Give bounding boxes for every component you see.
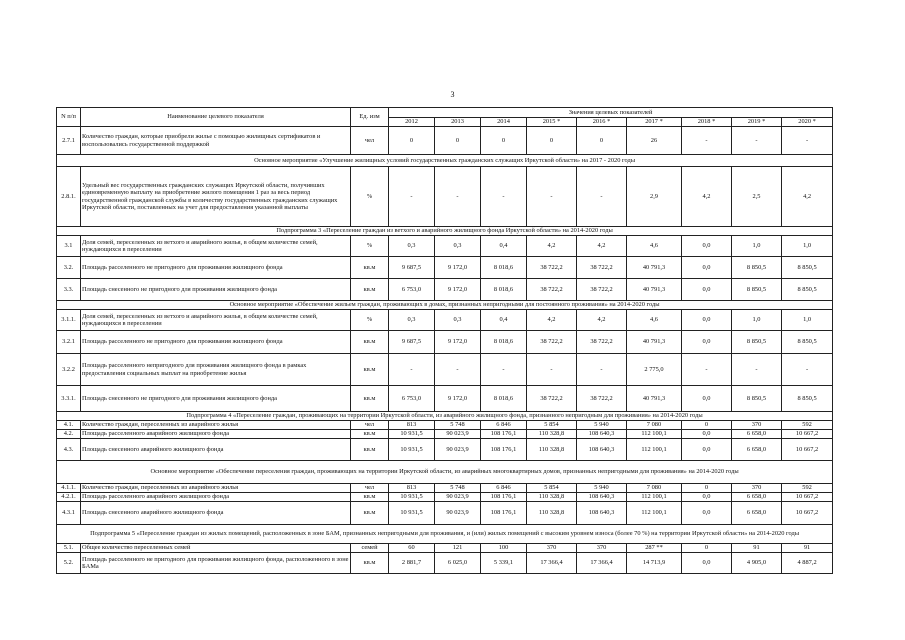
indicator-value: 0 — [577, 127, 627, 155]
indicator-value: 108 640,3 — [577, 430, 627, 439]
indicator-value: 370 — [527, 544, 577, 553]
unit: кв.м — [351, 354, 389, 386]
row-number: 3.1.1. — [57, 310, 81, 331]
row-number: 4.1. — [57, 421, 81, 430]
indicator-value: 0,4 — [481, 236, 527, 257]
indicator-name: Площадь снесенного не пригодного для проживания жилищного фонда — [81, 386, 351, 412]
indicator-value: 9 687,5 — [389, 331, 435, 354]
header-year: 2012 — [389, 118, 435, 127]
section-heading-row — [57, 461, 833, 484]
indicator-value: 8 018,6 — [481, 386, 527, 412]
indicator-value: 0 — [682, 544, 732, 553]
indicator-value: 121 — [435, 544, 481, 553]
indicator-name: Общее количество переселенных семей — [81, 544, 351, 553]
unit: кв.м — [351, 279, 389, 301]
indicator-value: 2,9 — [627, 167, 682, 227]
table-row — [57, 310, 833, 331]
indicator-name: Площадь расселенного не пригодного для проживания жилищного фонда — [81, 257, 351, 279]
indicator-value: 370 — [577, 544, 627, 553]
indicator-value: 287 ** — [627, 544, 682, 553]
indicator-value: - — [682, 354, 732, 386]
table-row — [57, 430, 833, 439]
indicator-value: 4,6 — [627, 236, 682, 257]
header-year: 2016 * — [577, 118, 627, 127]
indicator-value: 108 640,3 — [577, 439, 627, 461]
indicator-value: 7 080 — [627, 421, 682, 430]
indicator-value: 112 100,1 — [627, 493, 682, 502]
indicator-value: 8 850,5 — [782, 257, 833, 279]
indicator-name: Площадь расселенного непригодного для проживания жилищного фонда в рамках предоставления социальных выплат на приобретение жилья — [81, 354, 351, 386]
table-row — [57, 167, 833, 227]
indicator-value: 110 328,8 — [527, 439, 577, 461]
table-row — [57, 439, 833, 461]
indicator-value: 0,0 — [682, 439, 732, 461]
row-number: 3.3.1. — [57, 386, 81, 412]
indicator-value: 17 366,4 — [577, 553, 627, 574]
unit: % — [351, 236, 389, 257]
header-values-group: Значения целевых показателей — [389, 108, 833, 118]
section-heading: Подпрограмма 3 «Переселение граждан из ветхого и аварийного жилищного фонда Иркутской области» на 2014-2020 годы — [57, 227, 833, 236]
indicator-value: 6 658,0 — [732, 430, 782, 439]
section-heading: Основное мероприятие «Улучшение жилищных условий государственных гражданских служащих Иркутской области» на 2017 - 2020 годы — [57, 155, 833, 167]
indicator-value: 90 023,9 — [435, 493, 481, 502]
indicator-value: - — [732, 127, 782, 155]
row-number: 4.1.1. — [57, 484, 81, 493]
section-heading-row — [57, 155, 833, 167]
indicator-value: 38 722,2 — [577, 257, 627, 279]
indicator-value: - — [481, 167, 527, 227]
indicator-value: 40 791,3 — [627, 279, 682, 301]
indicator-value: 38 722,2 — [527, 279, 577, 301]
indicator-value: 813 — [389, 421, 435, 430]
row-number: 3.2.1 — [57, 331, 81, 354]
unit: чел — [351, 421, 389, 430]
indicator-value: 26 — [627, 127, 682, 155]
indicator-value: 0,3 — [435, 310, 481, 331]
table-body — [57, 127, 833, 574]
unit: кв.м — [351, 331, 389, 354]
indicator-value: 6 846 — [481, 421, 527, 430]
indicator-value: 10 931,5 — [389, 493, 435, 502]
row-number: 3.3. — [57, 279, 81, 301]
row-number: 4.3.1 — [57, 502, 81, 525]
unit: чел — [351, 484, 389, 493]
indicator-value: 108 640,3 — [577, 502, 627, 525]
indicator-value: 90 023,9 — [435, 502, 481, 525]
indicator-value: 0,0 — [682, 310, 732, 331]
indicator-value: 110 328,8 — [527, 502, 577, 525]
indicator-value: 0,0 — [682, 553, 732, 574]
indicator-name: Площадь расселенного не пригодного для проживания жилищного фонда — [81, 331, 351, 354]
table-row — [57, 484, 833, 493]
section-heading: Основное мероприятие «Обеспечение жильем граждан, проживающих в домах, признанных непригодными для постоянного проживания» на 2014-2020 годы — [57, 301, 833, 310]
indicator-name: Площадь снесенного не пригодного для проживания жилищного фонда — [81, 279, 351, 301]
indicator-value: - — [481, 354, 527, 386]
unit: семей — [351, 544, 389, 553]
unit: % — [351, 310, 389, 331]
row-number: 4.2.1. — [57, 493, 81, 502]
table-row — [57, 502, 833, 525]
indicator-value: - — [682, 127, 732, 155]
indicator-value: 10 667,2 — [782, 430, 833, 439]
indicator-value: 38 722,2 — [577, 279, 627, 301]
indicator-value: 7 080 — [627, 484, 682, 493]
indicator-value: 8 850,5 — [732, 386, 782, 412]
indicator-value: 5 748 — [435, 484, 481, 493]
indicator-value: 9 172,0 — [435, 331, 481, 354]
indicator-name: Площадь снесенного аварийного жилищного фонда — [81, 439, 351, 461]
indicator-value: 0 — [481, 127, 527, 155]
unit: кв.м — [351, 493, 389, 502]
indicator-value: - — [782, 127, 833, 155]
table-row — [57, 421, 833, 430]
indicator-value: 5 339,1 — [481, 553, 527, 574]
row-number: 4.3. — [57, 439, 81, 461]
indicator-name: Площадь расселенного не пригодного для проживания жилищного фонда, расположенного в зоне БАМа — [81, 553, 351, 574]
indicator-value: 0,0 — [682, 236, 732, 257]
indicator-value: 4 905,0 — [732, 553, 782, 574]
indicator-name: Площадь расселенного аварийного жилищного фонда — [81, 493, 351, 502]
indicator-name: Удельный вес государственных гражданских служащих Иркутской области, получивших единовременную выплату на приобретение жилого помещения 1 раз за весь период государственной гражданской службы в количеству государственных гражданских служащих Иркутской области, поставленных на учет для предоставления указанной выплаты — [81, 167, 351, 227]
indicator-value: - — [389, 167, 435, 227]
indicator-value: 0 — [389, 127, 435, 155]
table-row — [57, 386, 833, 412]
indicator-value: 4,2 — [682, 167, 732, 227]
indicator-value: 14 713,9 — [627, 553, 682, 574]
indicator-value: 0 — [682, 484, 732, 493]
target-indicators-table — [56, 107, 833, 574]
indicator-value: 112 100,1 — [627, 430, 682, 439]
indicator-value: 4,2 — [527, 310, 577, 331]
indicator-value: 1,0 — [732, 236, 782, 257]
indicator-value: 40 791,3 — [627, 386, 682, 412]
indicator-value: 2,5 — [732, 167, 782, 227]
header-year: 2015 * — [527, 118, 577, 127]
indicator-value: - — [527, 167, 577, 227]
table-row — [57, 544, 833, 553]
indicator-value: 592 — [782, 484, 833, 493]
indicator-value: 0,0 — [682, 257, 732, 279]
section-heading: Подпрограмма 5 «Переселение граждан из жилых помещений, расположенных в зоне БАМ, признанных непригодными для проживания, и (или) жилых помещений с высоким уровнем износа (более 70 %) на территории Иркутской области» на 2014-2020 годы — [57, 525, 833, 544]
unit: кв.м — [351, 502, 389, 525]
indicator-value: 108 176,1 — [481, 430, 527, 439]
row-number: 2.7.1 — [57, 127, 81, 155]
indicator-value: 6 846 — [481, 484, 527, 493]
header-unit: Ед. изм — [351, 108, 389, 127]
header-year: 2019 * — [732, 118, 782, 127]
indicator-value: 10 931,5 — [389, 502, 435, 525]
indicator-value: 4,6 — [627, 310, 682, 331]
indicator-value: 0,3 — [435, 236, 481, 257]
indicator-value: 112 100,1 — [627, 439, 682, 461]
indicator-value: 8 018,6 — [481, 279, 527, 301]
row-number: 3.1 — [57, 236, 81, 257]
indicator-value: 112 100,1 — [627, 502, 682, 525]
unit: кв.м — [351, 430, 389, 439]
indicator-name: Доля семей, переселенных из ветхого и аварийного жилья, в общем количестве семей, нуждающихся в переселении — [81, 310, 351, 331]
indicator-value: 6 658,0 — [732, 502, 782, 525]
indicator-value: 4 887,2 — [782, 553, 833, 574]
indicator-value: 8 018,6 — [481, 331, 527, 354]
indicator-value: 4,2 — [782, 167, 833, 227]
indicator-value: 9 172,0 — [435, 279, 481, 301]
indicator-value: - — [782, 354, 833, 386]
indicator-value: 8 850,5 — [782, 331, 833, 354]
indicator-value: 8 850,5 — [782, 279, 833, 301]
indicator-value: 90 023,9 — [435, 430, 481, 439]
table-row — [57, 354, 833, 386]
indicator-value: 0,0 — [682, 493, 732, 502]
row-number: 4.2. — [57, 430, 81, 439]
indicator-value: 0,3 — [389, 310, 435, 331]
indicator-value: 0,4 — [481, 310, 527, 331]
indicator-value: 10 931,5 — [389, 439, 435, 461]
header-indicator-name: Наименование целевого показателя — [81, 108, 351, 127]
indicator-value: 0,0 — [682, 502, 732, 525]
indicator-value: 1,0 — [732, 310, 782, 331]
indicator-value: 38 722,2 — [577, 386, 627, 412]
indicator-value: - — [577, 167, 627, 227]
indicator-value: 10 931,5 — [389, 430, 435, 439]
indicator-value: 5 748 — [435, 421, 481, 430]
header-year: 2017 * — [627, 118, 682, 127]
indicator-value: 0 — [682, 421, 732, 430]
indicator-value: - — [435, 354, 481, 386]
indicator-value: 2 881,7 — [389, 553, 435, 574]
indicator-value: 5 940 — [577, 421, 627, 430]
indicator-value: 5 940 — [577, 484, 627, 493]
indicator-value: 1,0 — [782, 310, 833, 331]
table-row — [57, 553, 833, 574]
indicator-name: Площадь снесенного аварийного жилищного фонда — [81, 502, 351, 525]
indicator-value: 17 366,4 — [527, 553, 577, 574]
section-heading: Основное мероприятие «Обеспечение переселения граждан, проживающих на территории Иркутской области, из аварийных многоквартирных домов, признанных непригодными для проживания» на 2014-2020 годы — [57, 461, 833, 484]
indicator-name: Количество граждан, переселенных из аварийного жилья — [81, 421, 351, 430]
indicator-value: 4,2 — [577, 236, 627, 257]
indicator-value: 0,0 — [682, 279, 732, 301]
table-row — [57, 236, 833, 257]
indicator-value: 813 — [389, 484, 435, 493]
indicator-value: 90 023,9 — [435, 439, 481, 461]
indicator-value: 370 — [732, 421, 782, 430]
row-number: 5.1. — [57, 544, 81, 553]
indicator-value: 91 — [732, 544, 782, 553]
header-num: N п/п — [57, 108, 81, 127]
row-number: 3.2. — [57, 257, 81, 279]
indicator-value: - — [435, 167, 481, 227]
indicator-value: 108 176,1 — [481, 439, 527, 461]
unit: % — [351, 167, 389, 227]
unit: кв.м — [351, 439, 389, 461]
table-row — [57, 127, 833, 155]
indicator-value: - — [527, 354, 577, 386]
indicator-name: Количество граждан, переселенных из аварийного жилья — [81, 484, 351, 493]
indicator-value: 8 850,5 — [732, 331, 782, 354]
indicator-value: 110 328,8 — [527, 430, 577, 439]
indicator-value: 10 667,2 — [782, 493, 833, 502]
indicator-value: 10 667,2 — [782, 502, 833, 525]
indicator-value: 8 850,5 — [732, 257, 782, 279]
indicator-value: 4,2 — [527, 236, 577, 257]
indicator-value: 4,2 — [577, 310, 627, 331]
indicator-value: 9 687,5 — [389, 257, 435, 279]
indicator-value: 6 658,0 — [732, 493, 782, 502]
table-row — [57, 257, 833, 279]
indicator-value: 108 176,1 — [481, 502, 527, 525]
indicator-value: 40 791,3 — [627, 257, 682, 279]
indicator-value: - — [732, 354, 782, 386]
indicator-value: 8 850,5 — [732, 279, 782, 301]
section-heading-row — [57, 227, 833, 236]
section-heading: Подпрограмма 4 «Переселение граждан, проживающих на территории Иркутской области, из аварийного жилищного фонда, признанного непригодным для проживания» на 2014-2020 годы — [57, 412, 833, 421]
row-number: 5.2. — [57, 553, 81, 574]
indicator-value: 0 — [527, 127, 577, 155]
indicator-name: Количество граждан, которые приобрели жилье с помощью жилищных сертификатов и воспользовались государственной поддержкой — [81, 127, 351, 155]
header-year: 2020 * — [782, 118, 833, 127]
indicator-value: 0 — [435, 127, 481, 155]
indicator-value: 40 791,3 — [627, 331, 682, 354]
indicator-value: 6 753,0 — [389, 386, 435, 412]
indicator-value: 6 658,0 — [732, 439, 782, 461]
indicator-value: 6 025,0 — [435, 553, 481, 574]
section-heading-row — [57, 301, 833, 310]
indicator-value: 370 — [732, 484, 782, 493]
indicator-value: 0,0 — [682, 331, 732, 354]
indicator-value: 110 328,8 — [527, 493, 577, 502]
section-heading-row — [57, 525, 833, 544]
section-heading-row — [57, 412, 833, 421]
indicator-value: 0,0 — [682, 430, 732, 439]
indicator-name: Доля семей, переселенных из ветхого и аварийного жилья, в общем количестве семей, нуждающихся в переселении — [81, 236, 351, 257]
indicator-value: 10 667,2 — [782, 439, 833, 461]
indicator-value: 8 018,6 — [481, 257, 527, 279]
table-row — [57, 493, 833, 502]
indicator-name: Площадь расселенного аварийного жилищного фонда — [81, 430, 351, 439]
indicator-value: 38 722,2 — [527, 386, 577, 412]
indicator-value: 5 854 — [527, 421, 577, 430]
row-number: 3.2.2 — [57, 354, 81, 386]
indicator-value: 108 640,3 — [577, 493, 627, 502]
indicator-value: 9 172,0 — [435, 257, 481, 279]
indicator-value: 5 854 — [527, 484, 577, 493]
indicator-value: 9 172,0 — [435, 386, 481, 412]
page-number: 3 — [450, 90, 455, 99]
indicator-value: - — [389, 354, 435, 386]
indicator-value: 38 722,2 — [527, 257, 577, 279]
indicator-value: 592 — [782, 421, 833, 430]
unit: чел — [351, 127, 389, 155]
header-row-top — [57, 108, 833, 118]
indicator-value: 2 775,0 — [627, 354, 682, 386]
unit: кв.м — [351, 553, 389, 574]
header-year: 2018 * — [682, 118, 732, 127]
indicator-value: 91 — [782, 544, 833, 553]
table-row — [57, 331, 833, 354]
indicator-value: 0,0 — [682, 386, 732, 412]
indicator-value: 8 850,5 — [782, 386, 833, 412]
indicator-value: 6 753,0 — [389, 279, 435, 301]
row-number: 2.8.1. — [57, 167, 81, 227]
indicator-value: 38 722,2 — [577, 331, 627, 354]
unit: кв.м — [351, 257, 389, 279]
indicator-value: 100 — [481, 544, 527, 553]
indicator-value: 60 — [389, 544, 435, 553]
header-year: 2013 — [435, 118, 481, 127]
indicator-value: - — [577, 354, 627, 386]
table-row — [57, 279, 833, 301]
indicator-value: 38 722,2 — [527, 331, 577, 354]
unit: кв.м — [351, 386, 389, 412]
indicator-value: 0,3 — [389, 236, 435, 257]
header-year: 2014 — [481, 118, 527, 127]
indicator-value: 108 176,1 — [481, 493, 527, 502]
indicator-value: 1,0 — [782, 236, 833, 257]
